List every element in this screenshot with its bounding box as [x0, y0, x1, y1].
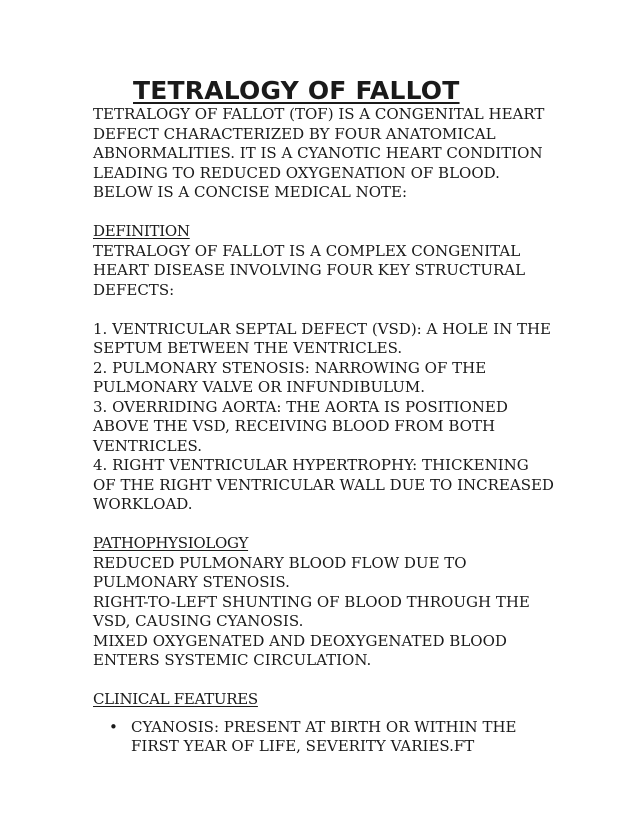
defect-line: OF THE RIGHT VENTRICULAR WALL DUE TO INCREASED — [93, 475, 554, 494]
intro-line: BELOW IS A CONCISE MEDICAL NOTE: — [93, 183, 408, 201]
paragraph-gap — [93, 300, 593, 320]
bullet-line: CYANOSIS: PRESENT AT BIRTH OR WITHIN THE — [131, 717, 517, 736]
pathophysiology-line: VSD, CAUSING CYANOSIS. — [93, 612, 304, 630]
defect-line: VENTRICLES. — [93, 436, 203, 455]
defect-line: PULMONARY VALVE OR INFUNDIBULUM. — [93, 378, 426, 396]
intro-paragraph — [93, 105, 593, 203]
definition-heading: DEFINITION — [93, 222, 190, 240]
paragraph-gap — [93, 515, 593, 535]
defect-line: 2. PULMONARY STENOSIS: NARROWING OF THE — [93, 358, 487, 377]
intro-line: DEFECT CHARACTERIZED BY FOUR ANATOMICAL — [93, 124, 496, 143]
bullet-icon: • — [109, 717, 118, 736]
paragraph-gap — [93, 203, 593, 223]
clinical-features-heading: CLINICAL FEATURES — [93, 690, 258, 708]
pathophysiology-section — [93, 534, 593, 671]
pathophysiology-heading: PATHOPHYSIOLOGY — [93, 534, 249, 552]
defect-line: 4. RIGHT VENTRICULAR HYPERTROPHY: THICKENING — [93, 456, 529, 474]
intro-line: TETRALOGY OF FALLOT (TOF) IS A CONGENITAL HEART — [93, 105, 545, 123]
intro-line: ABNORMALITIES. IT IS A CYANOTIC HEART CONDITION — [93, 144, 543, 162]
defect-line: 1. VENTRICULAR SEPTAL DEFECT (VSD): A HOLE IN THE — [93, 319, 552, 338]
paragraph-gap — [93, 671, 593, 691]
clinical-features-list — [93, 718, 593, 757]
pathophysiology-line: ENTERS SYSTEMIC CIRCULATION. — [93, 651, 372, 669]
definition-line: HEART DISEASE INVOLVING FOUR KEY STRUCTURAL — [93, 261, 526, 279]
document-body — [93, 105, 593, 757]
defect-line: SEPTUM BETWEEN THE VENTRICLES. — [93, 339, 403, 357]
intro-line: LEADING TO REDUCED OXYGENATION OF BLOOD. — [93, 163, 500, 182]
bullet-line: FIRST YEAR OF LIFE, SEVERITY VARIES.FT — [131, 737, 475, 755]
defects-list — [93, 320, 593, 515]
clinical-features-section — [93, 690, 593, 757]
document-title: TETRALOGY OF FALLOT — [133, 76, 460, 105]
defect-line: WORKLOAD. — [93, 495, 193, 513]
list-item — [93, 718, 593, 757]
definition-section — [93, 222, 593, 515]
pathophysiology-line: REDUCED PULMONARY BLOOD FLOW DUE TO — [93, 553, 467, 572]
definition-line: TETRALOGY OF FALLOT IS A COMPLEX CONGENITAL — [93, 241, 521, 260]
definition-line: DEFECTS: — [93, 280, 175, 299]
defect-line: ABOVE THE VSD, RECEIVING BLOOD FROM BOTH — [93, 417, 496, 435]
pathophysiology-line: PULMONARY STENOSIS. — [93, 573, 290, 591]
pathophysiology-line: MIXED OXYGENATED AND DEOXYGENATED BLOOD — [93, 631, 507, 650]
defect-line: 3. OVERRIDING AORTA: THE AORTA IS POSITIONED — [93, 397, 508, 416]
pathophysiology-line: RIGHT-TO-LEFT SHUNTING OF BLOOD THROUGH THE — [93, 592, 530, 611]
